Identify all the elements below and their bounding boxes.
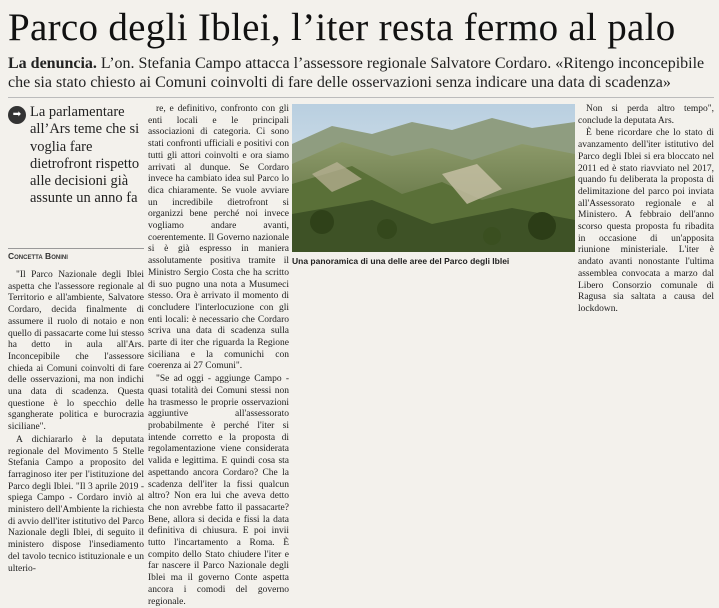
paragraph: È bene ricordare che lo stato di avanzamento dell'iter istitutivo del Parco degli Iblei si era bloccato nel 2011 ed è stato riavviato nel 2017, quando fu deliberata la proposta di delimitazione del parco poi inviata all'Assessorato regionale e al Ministero. A febbraio dell'anno scorso questa proposta fu ribadita in occasione di un'apposita riunione ministeriale. L'iter è andato avanti nonostante l'ultima assemblea convocata a marzo dal Libero Consorzio comunale di Ragusa sia saltata a causa del lockdown. [578,128,714,314]
paragraph: "Il Parco Nazionale degli Iblei aspetta che l'assessore regionale al Territorio e all'ambiente, Salvatore Cordaro, decida finalmente di assumere il ruolo di notaio e non quello di passacarte come lui stesso ha detto in aula all'Ars. Inconcepibile che l'assessore chieda ai Comuni coinvolti di fare delle osservazioni, ma non indichi una data di scadenza. Questa questione è lo specchio delle sgangherate politica e burocrazia siciliane". [8,270,144,433]
pull-quote [8,104,144,254]
paragraph: "Se ad oggi - aggiunge Campo - quasi totalità dei Comuni stessi non ha trasmesso le proprie osservazioni aggiuntive all'assessorato probabilmente è perché l'iter si intende corretto e la proposta di regolamentazione viene considerata valida e legittima. E quindi cosa sta aspettando ancora Cordaro? Che la scadenza dell'iter la fissi qualcun altro? Non era lui che aveva detto che non avrebbe fatto il passacarte? Bene, allora si decida e fissi la data definitiva di chiusura. E poi invii tutto l'incartamento a Roma. È compito dello Stato chiudere l'iter e far nascere il Parco Nazionale degli Iblei ma il governo Conte aspetta ancora i comodi del governo regionale. [148,374,289,607]
headline-rule [8,97,714,98]
subhead-text: L’on. Stefania Campo attacca l’assessore regionale Salvatore Cordaro. «Ritengo inconcepibile che sia stato chiesto ai Comuni coinvolti di fare delle osservazioni senza indicare una data di scadenza» [8,55,705,91]
pull-quote-text: La parlamentare all’Ars teme che si voglia fare dietrofront rispetto alle decisioni già assunte un anno fa [30,104,140,207]
paragraph: re, e definitivo, confronto con gli enti locali e le principali associazioni di categoria. Ci sono stati confronti ufficiali e positivi con tutti gli attori coinvolti e ora siamo arrivati al dunque. Se Cordaro invece ha cambiato idea sul Parco lo dica chiaramente. Se vuole avviare un incredibile dietrofront si organizzi bene perché noi invece vogliamo andare avanti, coerentemente. Il Governo nazionale si è già espresso in maniera assolutamente positiva tramite il Ministro Sergio Costa che ha scritto di suo pugno una nota a Musumeci stesso. Ora è arrivato il momento di concludere l'interlocuzione con gli enti locali: è necessario che Cordaro scriva una data di scadenza sulla parte di iter che riguarda la Regione siciliana e la comunichi con coerenza ai 27 Comuni". [148,104,289,372]
headline: Parco degli Iblei, l’iter resta fermo al palo [8,6,676,49]
subhead-lead: La denuncia. [8,55,97,72]
article-column-4 [578,104,714,314]
subhead [8,54,714,92]
paragraph: Non si perda altro tempo", conclude la deputata Ars. [578,104,714,126]
photo-caption: Una panoramica di una delle aree del Parco degli Iblei [292,256,510,266]
park-landscape-photo [292,104,575,252]
paragraph: A dichiararlo è la deputata regionale del Movimento 5 Stelle Stefania Campo a proposito del farraginoso iter per l'istituzione del Parco degli Iblei. "Il 3 aprile 2019 - spiega Campo - Cordaro inviò al ministero dell'Ambiente la richiesta di avvio dell'iter istitutivo del Parco Nazionale degli Iblei, di seguito il ministero dispose l'insediamento del tavolo tecnico istituzionale e un ulterio- [8,434,145,574]
article-column-1 [8,270,145,574]
article-column-2 [148,104,289,607]
quote-arrow-icon: ➡ [8,106,26,124]
byline: Concetta Bonini [8,248,144,262]
article-column-3 [292,288,575,493]
